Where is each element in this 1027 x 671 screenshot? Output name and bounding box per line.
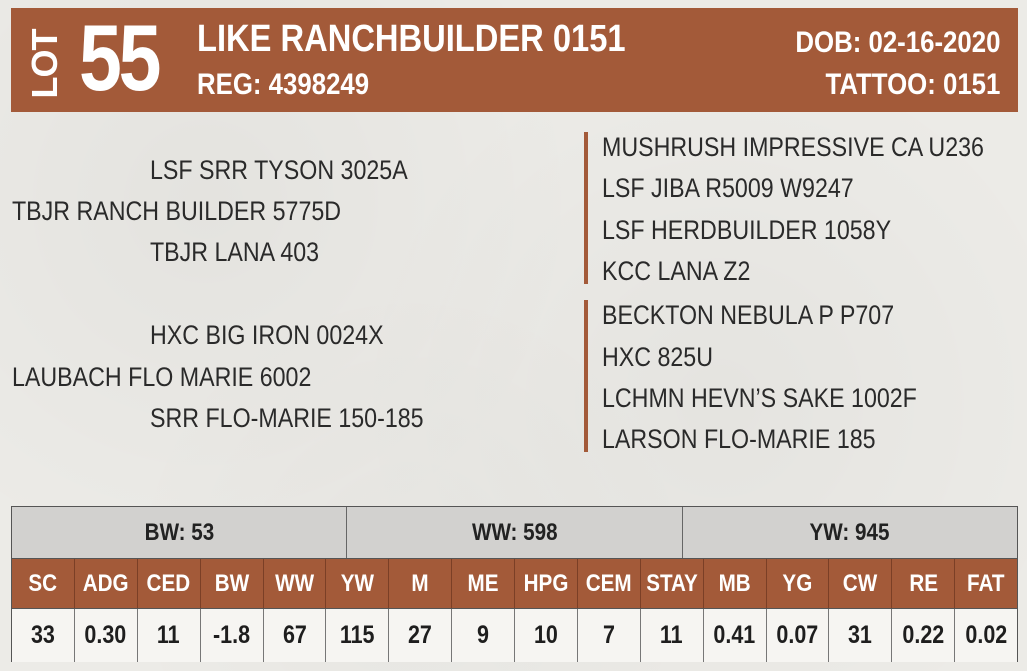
epd-header-label: CED (146, 570, 191, 597)
date-of-birth: DOB: 02-16-2020 (794, 26, 1000, 59)
epd-value-cell (138, 609, 201, 662)
epd-value: 0.30 (84, 621, 127, 649)
epd-header-cell (892, 559, 955, 609)
lot-label (25, 22, 65, 106)
lot-number: 55 (79, 5, 159, 110)
epd-header-cell (955, 559, 1017, 609)
epd-header-cell (578, 559, 641, 609)
epd-value-cell (829, 609, 892, 662)
great-grandparent: HXC 825U (602, 342, 713, 372)
sire-dam: TBJR LANA 403 (150, 237, 320, 267)
epd-value-cell (201, 609, 264, 662)
great-grandparent: LSF HERDBUILDER 1058Y (602, 215, 892, 245)
epd-value: 27 (408, 621, 433, 649)
animal-name: LIKE RANCHBUILDER 0151 (197, 18, 626, 60)
yearling-weight: YW: 945 (809, 519, 890, 546)
lot-header-banner (11, 5, 1018, 112)
epd-header-label: RE (908, 570, 938, 597)
epd-header-cell (264, 559, 327, 609)
epd-value: 7 (602, 621, 615, 649)
birth-weight-cell (12, 507, 347, 558)
epd-value-cell (264, 609, 327, 662)
weaning-weight: WW: 598 (471, 519, 558, 546)
epd-value: 0.41 (713, 621, 756, 649)
epd-header-label: MB (718, 570, 751, 597)
epd-header-label: ADG (82, 570, 129, 597)
great-grandparent: MUSHRUSH IMPRESSIVE CA U236 (602, 132, 984, 162)
epd-header-label: CW (843, 570, 878, 597)
epd-header-cell (75, 559, 138, 609)
epd-header-cell (389, 559, 452, 609)
sire-name: TBJR RANCH BUILDER 5775D (12, 196, 342, 226)
dam-sire: HXC BIG IRON 0024X (150, 320, 384, 350)
epd-header-label: FAT (967, 570, 1005, 597)
epd-header-label: YW (340, 570, 374, 597)
epd-header-label: M (411, 570, 429, 597)
epd-value-cell (389, 609, 452, 662)
epd-value: 0.07 (776, 621, 819, 649)
epd-header-label: SC (28, 570, 58, 597)
sire-side-divider (584, 132, 588, 284)
great-grandparent: LCHMN HEVN’S SAKE 1002F (602, 383, 917, 413)
epd-value: 0.02 (965, 621, 1007, 649)
dam-name: LAUBACH FLO MARIE 6002 (12, 362, 312, 392)
dam-dam: SRR FLO-MARIE 150-185 (150, 403, 424, 433)
epd-header-cell (452, 559, 515, 609)
epd-header-cell (704, 559, 767, 609)
yearling-weight-cell (683, 507, 1017, 558)
epd-value: 9 (477, 621, 490, 649)
epd-header-cell (829, 559, 892, 609)
epd-value: 11 (157, 621, 181, 649)
epd-header-cell (138, 559, 201, 609)
epd-value-cell (326, 609, 389, 662)
epd-header-cell (201, 559, 264, 609)
epd-header-cell (12, 559, 75, 609)
epd-value-cell (641, 609, 704, 662)
epd-header-label: HPG (523, 570, 569, 597)
epd-header-label: ME (467, 570, 499, 597)
epd-value-cell (955, 609, 1017, 662)
epd-values-row (12, 608, 1017, 662)
epd-header-label: STAY (645, 570, 698, 597)
registration-number: REG: 4398249 (197, 68, 370, 101)
epd-value-cell (704, 609, 767, 662)
tattoo: TATTOO: 0151 (825, 68, 1000, 101)
dam-side-divider (584, 300, 588, 452)
epd-header-cell (767, 559, 830, 609)
epd-header-cell (515, 559, 578, 609)
epd-header-label: BW (214, 570, 249, 597)
epd-header-label: YG (782, 570, 813, 597)
epd-value-cell (578, 609, 641, 662)
great-grandparent: KCC LANA Z2 (602, 256, 751, 286)
epd-table (11, 506, 1018, 662)
epd-value: 67 (282, 621, 307, 649)
weights-row (12, 507, 1017, 558)
epd-header-label: WW (274, 570, 314, 597)
weaning-weight-cell (347, 507, 682, 558)
epd-value: 115 (339, 621, 375, 649)
epd-value-cell (75, 609, 138, 662)
epd-value: 33 (30, 621, 55, 649)
sire-sire: LSF SRR TYSON 3025A (150, 155, 408, 185)
great-grandparent: BECKTON NEBULA P P707 (602, 300, 895, 330)
lot-label-text: LOT (24, 29, 65, 99)
epd-value: 31 (848, 621, 873, 649)
epd-value: 0.22 (902, 621, 945, 649)
epd-value-cell (892, 609, 955, 662)
birth-weight: BW: 53 (144, 519, 214, 546)
epd-header-row (12, 558, 1017, 609)
epd-value-cell (515, 609, 578, 662)
epd-value: -1.8 (213, 621, 251, 649)
epd-value-cell (767, 609, 830, 662)
epd-value: 11 (660, 621, 684, 649)
epd-value-cell (12, 609, 75, 662)
great-grandparent: LSF JIBA R5009 W9247 (602, 173, 854, 203)
epd-value: 10 (533, 621, 558, 649)
epd-header-cell (641, 559, 704, 609)
epd-header-cell (326, 559, 389, 609)
great-grandparent: LARSON FLO-MARIE 185 (602, 424, 876, 454)
epd-value-cell (452, 609, 515, 662)
epd-header-label: CEM (585, 570, 632, 597)
